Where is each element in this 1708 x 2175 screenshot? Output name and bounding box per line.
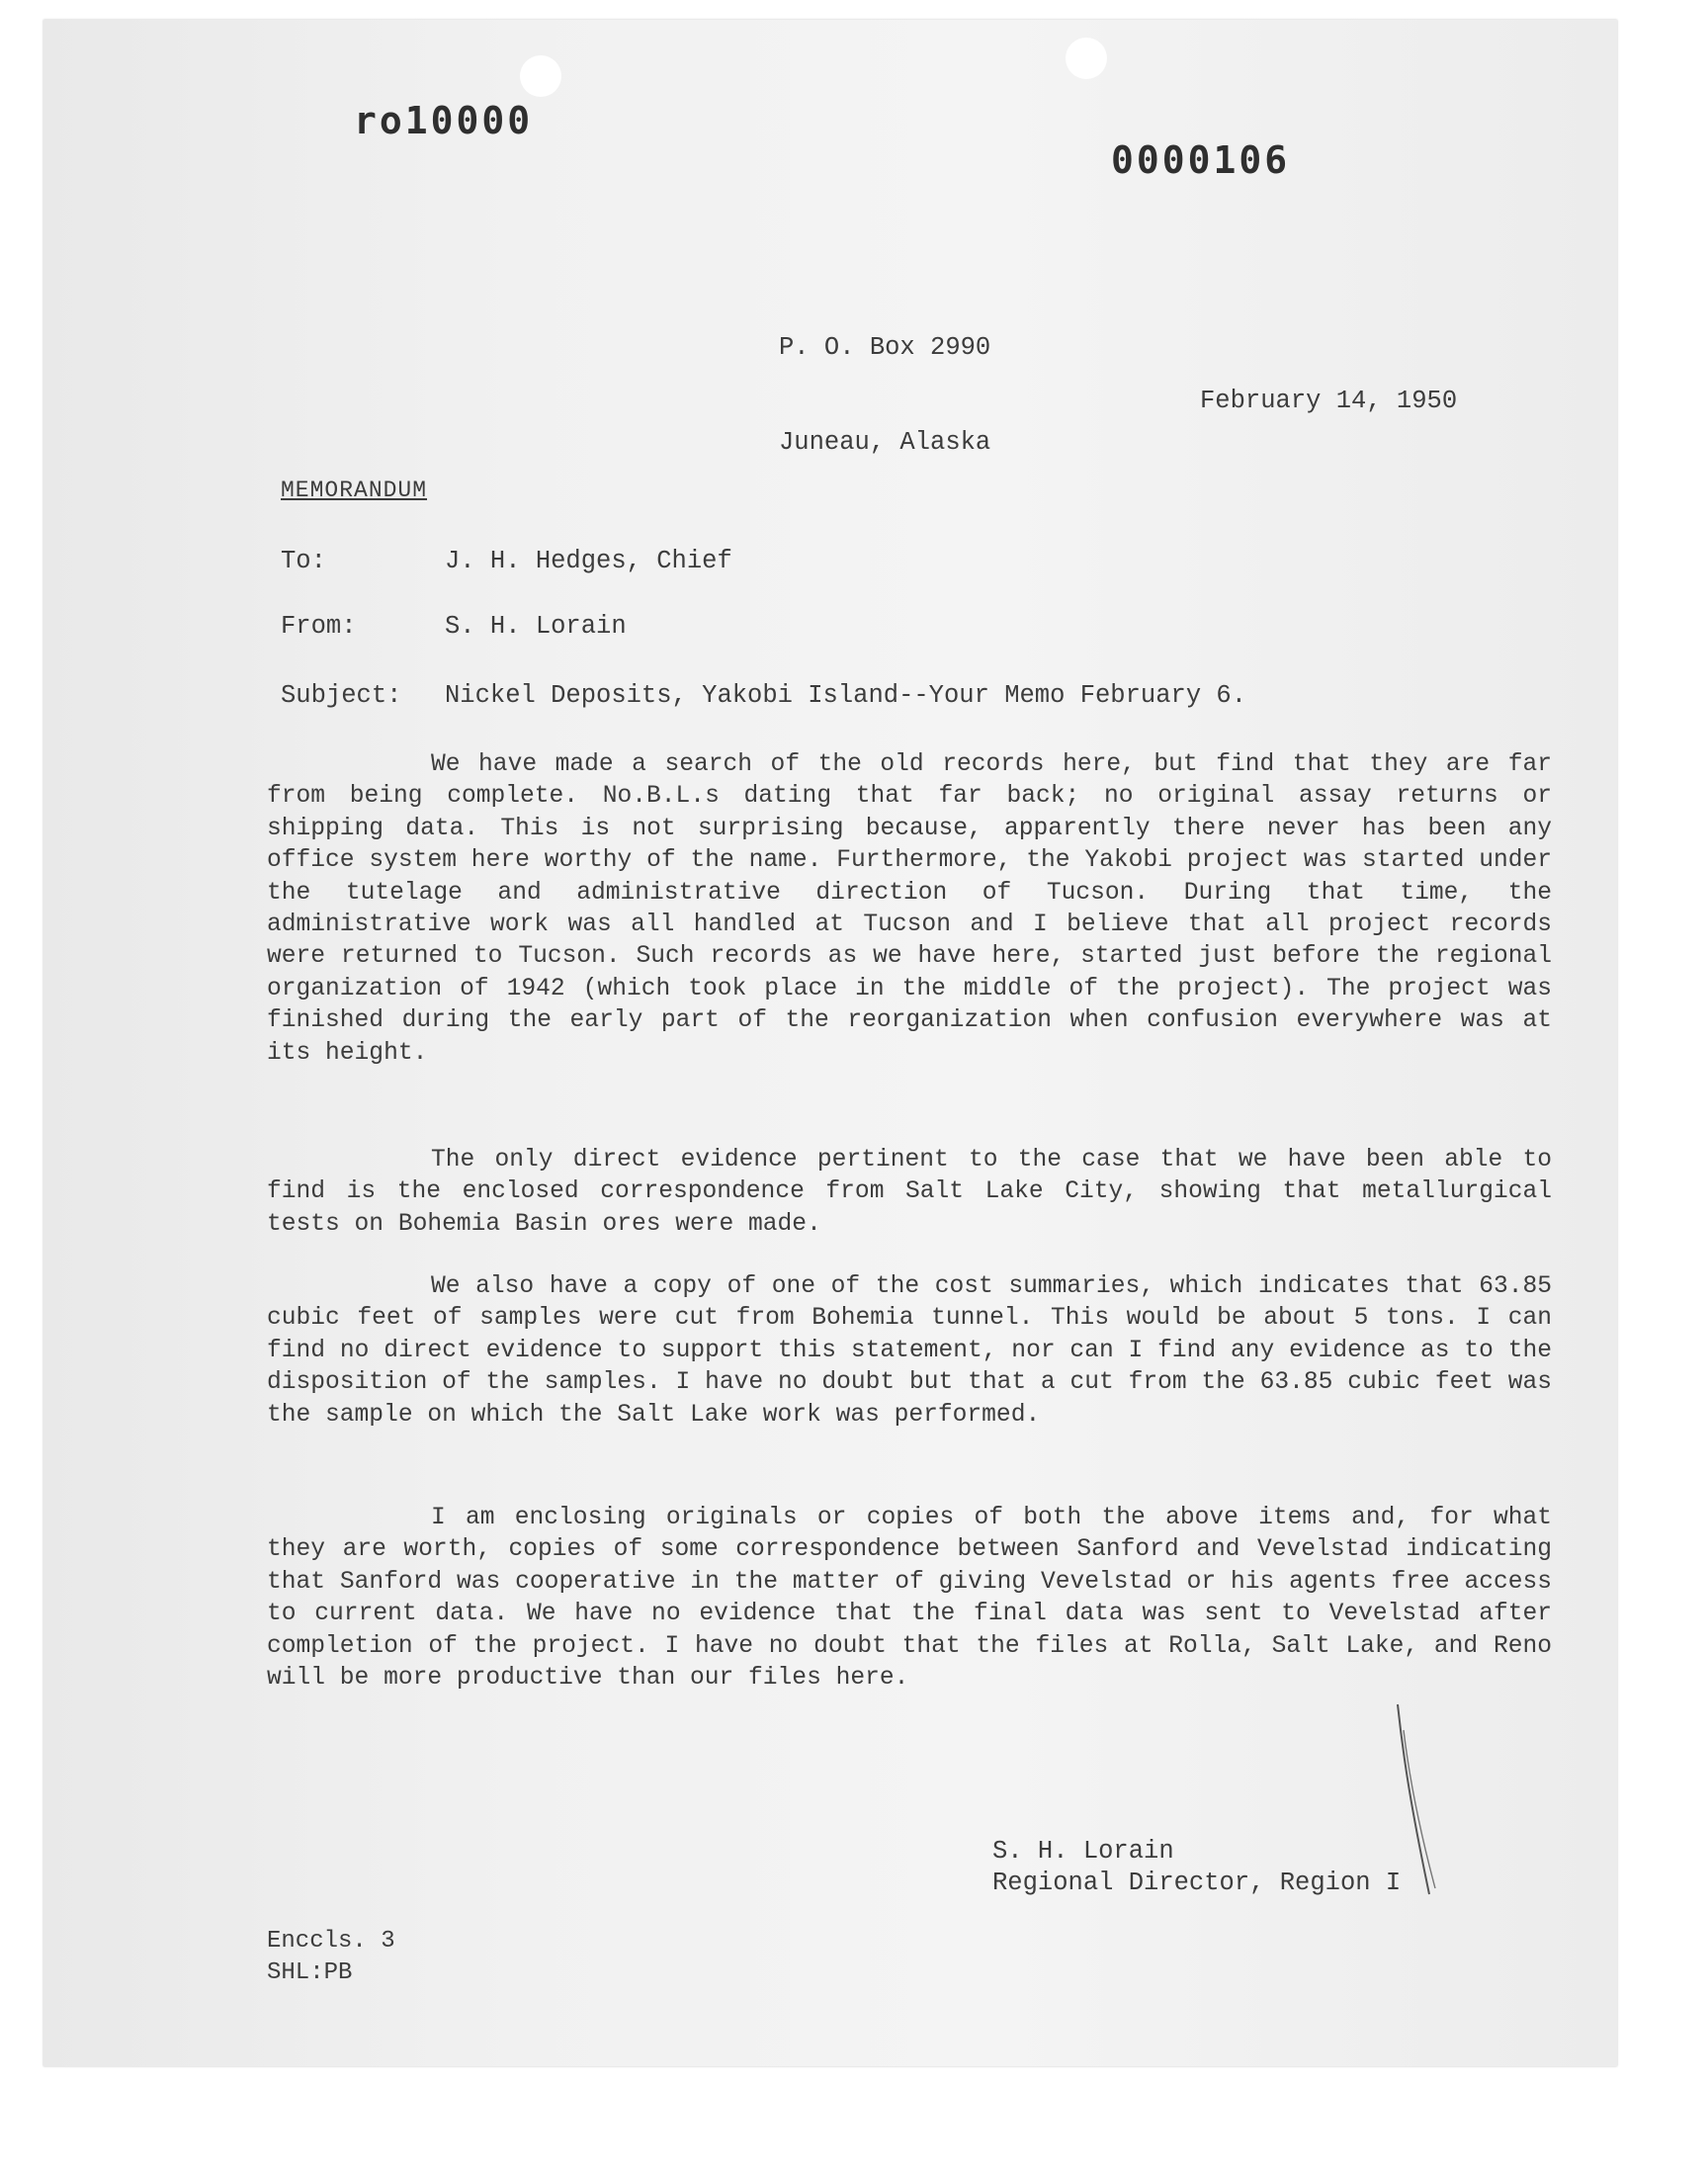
body-paragraph-3: We also have a copy of one of the cost summaries, which indicates that 63.85 cubic feet of samples were cut from Bohemia tunnel. This would be about 5 tons. I can find no direct evidence to support this statement, nor can I find any evidence as to the disposition of the samples. I have no doubt but that a cut from the 63.85 cubic feet was the sample on which the Salt Lake work was performed. <box>267 1273 1552 1429</box>
address-line-1: P. O. Box 2990 <box>779 333 991 362</box>
subject-row <box>281 680 1246 712</box>
to-row <box>281 546 732 577</box>
memo-date: February 14, 1950 <box>1200 387 1458 415</box>
enclosures-count: Enccls. 3 <box>267 1928 395 1955</box>
to-label: To: <box>281 547 326 575</box>
body-paragraph-4: I am enclosing originals or copies of both the above items and, for what they are worth, copies of some correspondence between Sanford and Vevelstad indicating that Sanford was cooperative in the matter of giving Vevelstad or his agents free access to current data. We have no evidence that the final data was sent to Vevelstad after completion of the project. I have no doubt that the files at Rolla, Salt Lake, and Reno will be more productive than our files here. <box>267 1505 1552 1693</box>
signature-name: S. H. Lorain <box>992 1837 1174 1866</box>
punch-hole-left <box>520 55 561 97</box>
signature-title: Regional Director, Region I <box>992 1869 1402 1897</box>
address-line-2: Juneau, Alaska <box>779 428 991 457</box>
return-address <box>779 269 990 522</box>
file-number-right: 0000106 <box>1111 138 1291 182</box>
subject-label: Subject: <box>281 681 402 710</box>
from-value: S. H. Lorain <box>445 612 627 641</box>
to-value: J. H. Hedges, Chief <box>445 547 732 575</box>
from-row <box>281 611 627 643</box>
body-paragraph-1: We have made a search of the old records here, but find that they are far from being complete. No.B.L.s dating that far back; no original assay returns or shipping data. This is not surprising because, apparently there never has been any office system here worthy of the name. Furthermore, the Yakobi project was started under the tutelage and administrative direction of Tucson. During that time, the administrative work was all handled at Tucson and I believe that all project records were returned to Tucson. Such records as we have here, started just before the regional organization of 1942 (which took place in the middle of the project). The project was finished during the early part of the reorganization when confusion everywhere was at its height. <box>267 751 1552 1067</box>
reference-initials: SHL:PB <box>267 1959 353 1986</box>
memo-page <box>43 20 1617 2066</box>
from-label: From: <box>281 612 357 641</box>
memo-heading: MEMORANDUM <box>281 478 428 503</box>
body-paragraph-2: The only direct evidence pertinent to the case that we have been able to find is the enclosed correspondence from Salt Lake City, showing that metallurgical tests on Bohemia Basin ores were made. <box>267 1147 1552 1238</box>
file-number-left: ro10000 <box>354 99 534 142</box>
subject-value: Nickel Deposits, Yakobi Island--Your Memo February 6. <box>445 681 1247 710</box>
punch-hole-right <box>1066 38 1107 79</box>
